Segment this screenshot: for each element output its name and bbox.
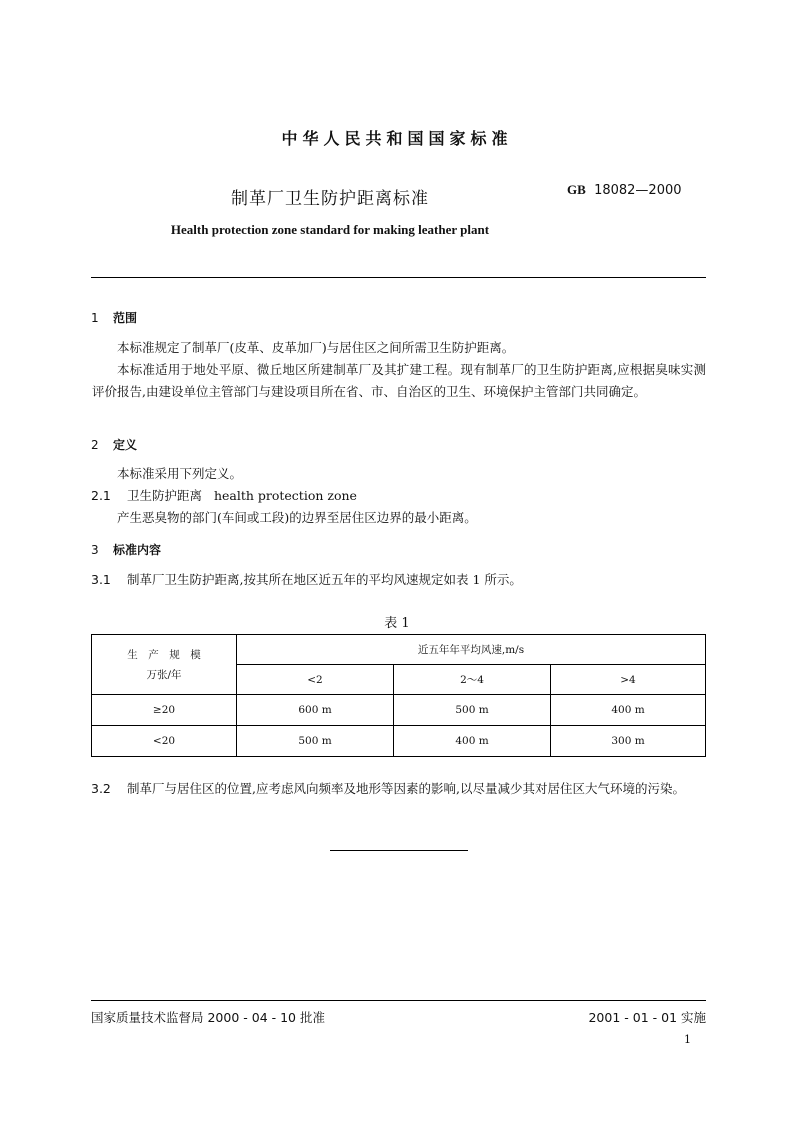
standard-code-prefix: GB — [567, 182, 586, 197]
paragraph: 本标准规定了制革厂(皮革、皮革加厂)与居住区之间所需卫生防护距离。 — [117, 340, 515, 355]
column-header: <2 — [237, 665, 394, 695]
footer-divider — [91, 1000, 706, 1001]
section-1-heading — [91, 309, 137, 326]
end-rule — [330, 850, 468, 851]
row-label: <20 — [92, 726, 237, 757]
section-title: 定义 — [113, 438, 138, 452]
table-1 — [91, 634, 706, 757]
page-number: 1 — [684, 1033, 691, 1046]
table-cell: 300 m — [551, 726, 706, 757]
table-cell: 600 m — [237, 695, 394, 726]
english-title: Health protection zone standard for making leather plant — [170, 222, 490, 237]
section-2-intro: 本标准采用下列定义。 — [117, 466, 243, 481]
definition-term-english: health protection zone — [213, 488, 357, 503]
section-1-body — [92, 337, 706, 403]
clause-text: 制革厂卫生防护距离,按其所在地区近五年的平均风速规定如表 1 所示。 — [127, 572, 522, 587]
clause-3-1 — [91, 570, 522, 588]
table-cell: 400 m — [394, 726, 551, 757]
row-header-unit: 万张/年 — [146, 668, 182, 681]
org-title: 中华人民共和国国家标准 — [281, 129, 513, 148]
approval-note: 国家质量技术监督局 2000 - 04 - 10 批准 — [91, 1010, 325, 1025]
standard-title: 制革厂卫生防护距离标准 — [231, 189, 429, 209]
row-header-cell — [92, 635, 237, 695]
column-header: 2～4 — [394, 665, 551, 695]
clause-text: 制革厂与居住区的位置,应考虑风向频率及地形等因素的影响,以尽量减少其对居住区大气环境的污染。 — [127, 781, 685, 796]
table-caption: 表 1 — [384, 616, 410, 631]
table-row — [92, 695, 706, 726]
table-cell: 500 m — [394, 695, 551, 726]
paragraph: 本标准适用于地处平原、微丘地区所建制革厂及其扩建工程。现有制革厂的卫生防护距离,应根据臭味实测评价报告,由建设单位主管部门与建设项目所在省、市、自治区的卫生、环境保护主管部门共同确定。 — [92, 362, 706, 399]
table-row — [92, 726, 706, 757]
standard-code-number: 18082—2000 — [594, 183, 682, 198]
section-number: 3 — [91, 543, 99, 557]
header-divider — [91, 277, 706, 278]
clause-paragraph — [91, 778, 706, 800]
clause-number: 3.2 — [91, 781, 111, 796]
definition-term: 卫生防护距离 — [127, 488, 203, 503]
section-title: 标准内容 — [113, 543, 162, 557]
standard-code — [567, 182, 682, 198]
row-header-line: 生 产 规 模 — [127, 648, 201, 661]
section-3-heading — [91, 541, 161, 558]
table-cell: 500 m — [237, 726, 394, 757]
section-number: 2 — [91, 438, 99, 452]
section-2-heading — [91, 436, 137, 453]
clause-number: 3.1 — [91, 572, 111, 587]
group-header-cell: 近五年年平均风速,m/s — [237, 635, 706, 665]
section-title: 范围 — [113, 311, 138, 325]
definition-2-1 — [91, 486, 357, 504]
definition-text: 产生恶臭物的部门(车间或工段)的边界至居住区边界的最小距离。 — [117, 510, 477, 525]
clause-3-2 — [91, 778, 706, 800]
row-label: ≥20 — [92, 695, 237, 726]
definition-number: 2.1 — [91, 488, 111, 503]
table-cell: 400 m — [551, 695, 706, 726]
section-number: 1 — [91, 311, 99, 325]
effective-date: 2001 - 01 - 01 实施 — [588, 1010, 706, 1025]
column-header: >4 — [551, 665, 706, 695]
